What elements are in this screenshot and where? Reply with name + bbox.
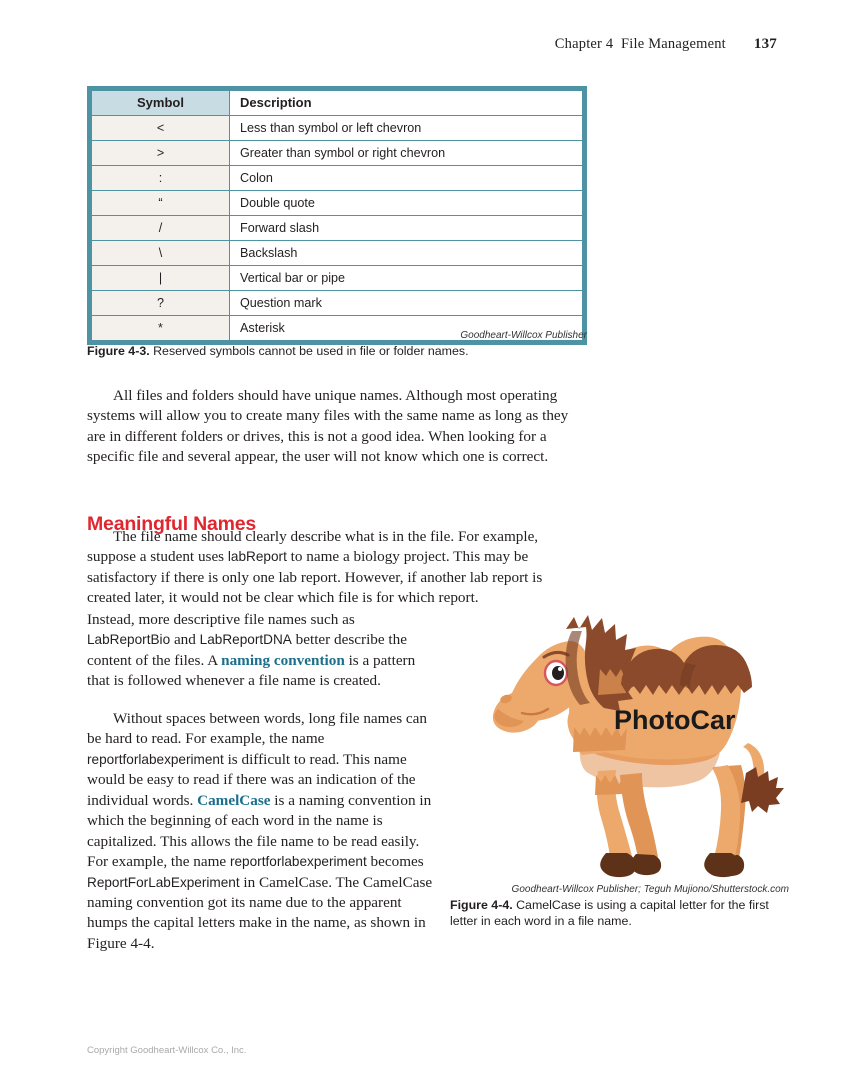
cell-description: Double quote bbox=[230, 191, 583, 216]
file-name-example-reportforlabexperiment: reportforlabexperiment bbox=[87, 751, 224, 767]
figure-3-credit: Goodheart-Willcox Publisher bbox=[460, 330, 587, 341]
cell-symbol: : bbox=[92, 166, 230, 191]
column-header-description: Description bbox=[230, 91, 583, 116]
table-row bbox=[92, 266, 583, 291]
chapter-label: Chapter 4 File Management bbox=[554, 36, 726, 52]
table-row bbox=[92, 141, 583, 166]
para-narrow-part1: Instead, more descriptive file names such as bbox=[87, 611, 355, 628]
figure-3-caption-text: Reserved symbols cannot be used in file or folder names. bbox=[149, 344, 469, 358]
cell-symbol: | bbox=[92, 266, 230, 291]
para-spaces-part5: in CamelCase. The CamelCase naming convention got its name due to the apparent humps the capital letters make in the name, as shown in Figure 4-4. bbox=[87, 873, 433, 952]
reserved-symbols-table bbox=[87, 86, 587, 345]
figure-4-label: Figure 4-4. bbox=[450, 898, 513, 912]
table-row bbox=[92, 166, 583, 191]
cell-description: Question mark bbox=[230, 291, 583, 316]
symbols-table bbox=[91, 90, 583, 341]
file-name-example-labreport: labReport bbox=[227, 549, 287, 565]
paragraph-camelcase bbox=[87, 709, 440, 954]
camel-illustration bbox=[470, 615, 790, 880]
cell-symbol: \ bbox=[92, 241, 230, 266]
cell-symbol: < bbox=[92, 116, 230, 141]
section-heading-meaningful-names: Meaningful Names bbox=[87, 513, 257, 536]
cell-symbol: ? bbox=[92, 291, 230, 316]
camel-body-text: PhotoCar bbox=[614, 705, 736, 735]
camel-pupil bbox=[552, 666, 564, 680]
table-row bbox=[92, 116, 583, 141]
camel-hoof-near-front bbox=[600, 853, 636, 877]
camel-eye-highlight bbox=[558, 667, 562, 671]
footer-copyright: Copyright Goodheart-Willcox Co., Inc. bbox=[87, 1045, 247, 1056]
para-filename-part1: The file name should clearly describe what is in the file. For example, suppose a student uses bbox=[87, 528, 539, 566]
para-narrow-part3: better describe the content of the files. A bbox=[87, 631, 407, 669]
table-row bbox=[92, 216, 583, 241]
table-row bbox=[92, 291, 583, 316]
cell-description: Forward slash bbox=[230, 216, 583, 241]
figure-3-caption bbox=[87, 344, 607, 360]
para-filename-part2: to name a biology project. This may be satisfactory if there is only one lab report. However, if another lab report is created later, it would not be clear which file is for which report. bbox=[87, 548, 543, 607]
cell-description: Greater than symbol or right chevron bbox=[230, 141, 583, 166]
table-row bbox=[92, 241, 583, 266]
paragraph-naming-convention bbox=[87, 610, 440, 692]
para-spaces-part1: Without spaces between words, long file names can be hard to read. For example, the name bbox=[87, 710, 428, 748]
figure-4-credit: Goodheart-Willcox Publisher; Teguh Mujiono/Shutterstock.com bbox=[511, 884, 789, 895]
paragraph-file-name bbox=[87, 527, 589, 609]
cell-symbol: * bbox=[92, 316, 230, 341]
para-spaces-part2: is difficult to read. This name would be easy to read if there was an indication of the individual words. bbox=[87, 750, 416, 809]
table-head bbox=[92, 91, 583, 116]
cell-description: Asterisk bbox=[230, 316, 583, 341]
table-header-row bbox=[92, 91, 583, 116]
figure-3-label: Figure 4-3. bbox=[87, 344, 150, 358]
file-name-example-ReportForLabExperiment: ReportForLabExperiment bbox=[87, 874, 240, 890]
cell-description: Colon bbox=[230, 166, 583, 191]
key-term-camelcase: CamelCase bbox=[197, 791, 271, 809]
figure-4-caption-text: CamelCase is using a capital letter for the first letter in each word in a file name. bbox=[450, 898, 769, 928]
cell-description: Backslash bbox=[230, 241, 583, 266]
table-body bbox=[92, 116, 583, 341]
file-name-example-labreportbio: LabReportBio bbox=[87, 632, 171, 648]
para-narrow-part2: and bbox=[170, 631, 200, 649]
para-spaces-part4: becomes bbox=[366, 853, 424, 871]
running-head bbox=[555, 36, 777, 53]
cell-symbol: “ bbox=[92, 191, 230, 216]
paragraph-unique-names bbox=[87, 386, 589, 468]
cell-description: Vertical bar or pipe bbox=[230, 266, 583, 291]
cell-symbol: > bbox=[92, 141, 230, 166]
key-term-naming-convention: naming convention bbox=[221, 651, 345, 669]
figure-4-caption bbox=[450, 898, 795, 930]
table-row bbox=[92, 191, 583, 216]
cell-symbol: / bbox=[92, 216, 230, 241]
paragraph-unique-names-text: All files and folders should have unique names. Although most operating systems will allow you to create many files with the same name as long as they are in different folders or drives, this is not a good idea. When looking for a specific file and several appear, the user will not know which one is correct. bbox=[87, 387, 569, 466]
file-name-example-labreportdna: LabReportDNA bbox=[199, 632, 292, 648]
cell-description: Less than symbol or left chevron bbox=[230, 116, 583, 141]
page-number: 137 bbox=[753, 36, 777, 52]
file-name-example-reportforlabexperiment-2: reportforlabexperiment bbox=[229, 854, 367, 870]
para-narrow-part4: is a pattern that is followed whenever a file name is created. bbox=[87, 651, 416, 690]
camel-hoof-near-hind bbox=[704, 853, 740, 877]
column-header-symbol: Symbol bbox=[92, 91, 230, 116]
camel-svg bbox=[470, 615, 790, 880]
para-spaces-part3: is a naming convention in which the beginning of each word in the name is capitalized. This allows the file name to be read easily. For example, the name bbox=[87, 791, 432, 871]
